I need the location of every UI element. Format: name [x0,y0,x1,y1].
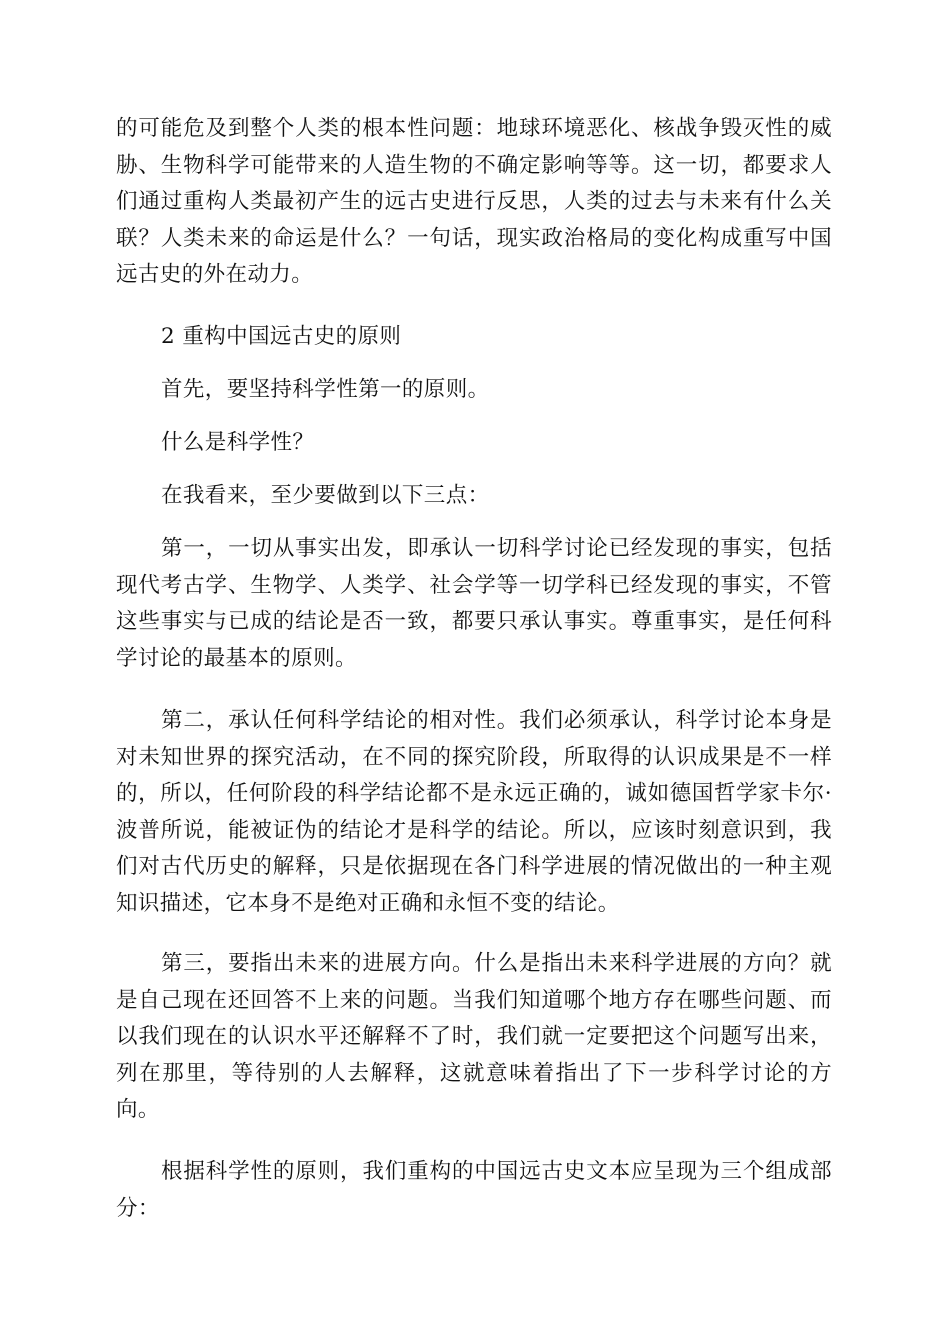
paragraph-point-three: 第三，要指出未来的进展方向。什么是指出未来科学进展的方向？就是自己现在还回答不上来的问题。当我们知道哪个地方存在哪些问题、而以我们现在的认识水平还解释不了时，我们就一定要把这个问题写出来，列在那里，等待别的人去解释，这就意味着指出了下一步科学讨论的方向。 [116,951,832,1122]
paragraph-continuation: 的可能危及到整个人类的根本性问题：地球环境恶化、核战争毁灭性的威胁、生物科学可能带来的人造生物的不确定影响等等。这一切，都要求人们通过重构人类最初产生的远古史进行反思，人类的过去与未来有什么关联？人类未来的命运是什么？一句话，现实政治格局的变化构成重写中国远古史的外在动力。 [116,116,832,287]
paragraph-intro-points: 在我看来，至少要做到以下三点： [161,483,490,508]
section-heading: 2 重构中国远古史的原则 [161,324,402,349]
paragraph-point-one: 第一，一切从事实出发，即承认一切科学讨论已经发现的事实，包括现代考古学、生物学、人类学、社会学等一切学科已经发现的事实，不管这些事实与已成的结论是否一致，都要只承认事实。尊重事实，是任何科学讨论的最基本的原则。 [116,536,832,671]
paragraph-point-two: 第二，承认任何科学结论的相对性。我们必须承认，科学讨论本身是对未知世界的探究活动，在不同的探究阶段，所取得的认识成果是不一样的，所以，任何阶段的科学结论都不是永远正确的，诚如德国哲学家卡尔·波普所说，能被证伪的结论才是科学的结论。所以，应该时刻意识到，我们对古代历史的解释，只是依据现在各门科学进展的情况做出的一种主观知识描述，它本身不是绝对正确和永恒不变的结论。 [116,708,832,916]
paragraph-question: 什么是科学性？ [161,430,315,455]
paragraph-conclusion: 根据科学性的原则，我们重构的中国远古史文本应呈现为三个组成部分： [116,1159,832,1221]
paragraph-principle: 首先，要坚持科学性第一的原则。 [161,377,490,402]
